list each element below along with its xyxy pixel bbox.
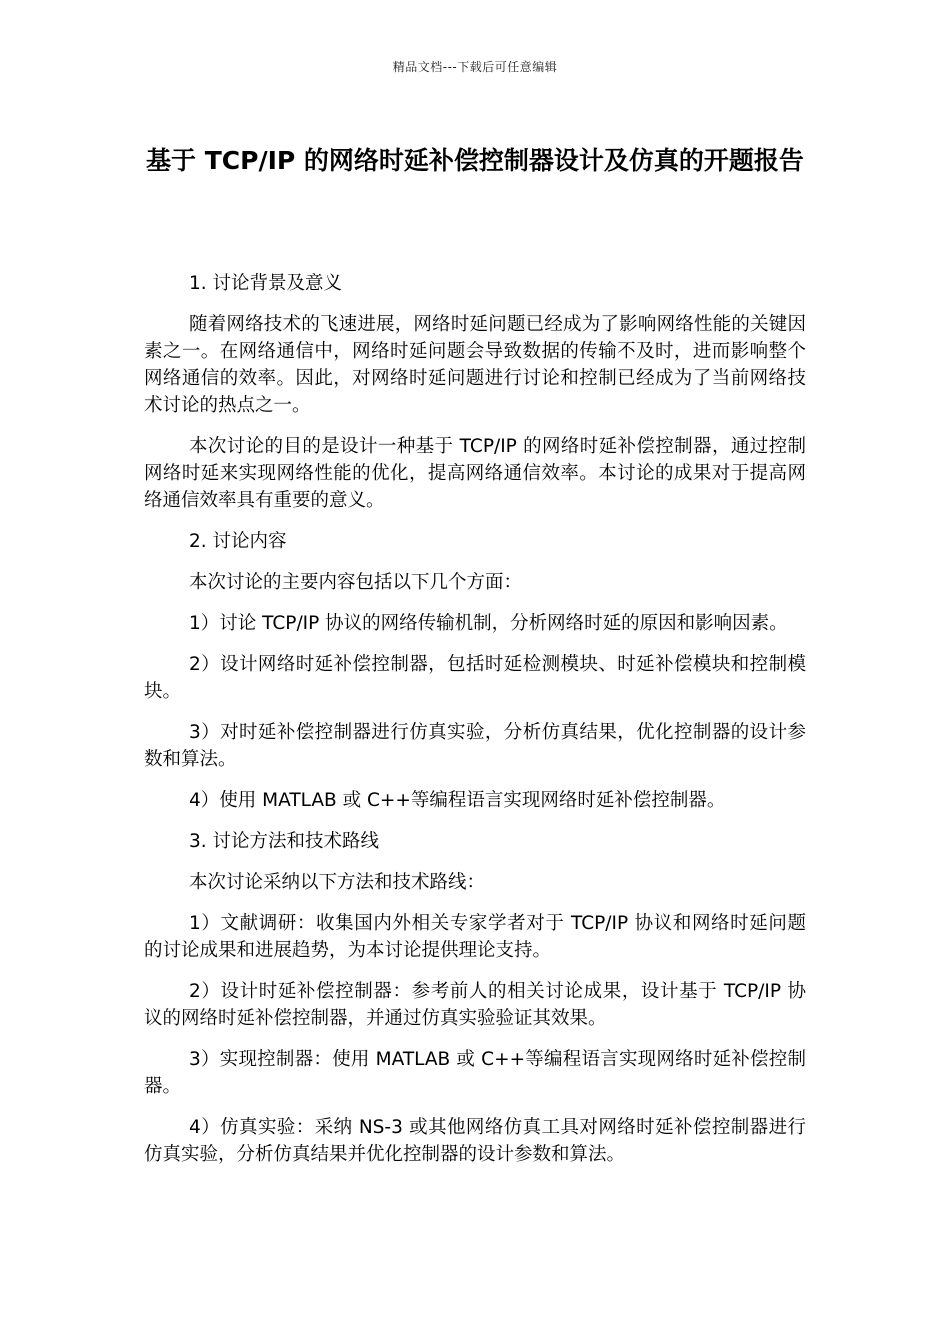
list-item: 3）对时延补偿控制器进行仿真实验，分析仿真结果，优化控制器的设计参数和算法。 [144,722,806,770]
section-heading-content: 2. 讨论内容 [189,531,287,552]
document-body [144,270,806,1182]
list-item: 2）设计时延补偿控制器：参考前人的相关讨论成果，设计基于 TCP/IP 协议的网络时延补偿控制器，并通过仿真实验验证其效果。 [144,981,806,1029]
list-item: 1）文献调研：收集国内外相关专家学者对于 TCP/IP 协议和网络时延问题的讨论成果和进展趋势，为本讨论提供理论支持。 [144,913,806,961]
list-item: 3）实现控制器：使用 MATLAB 或 C++等编程语言实现网络时延补偿控制器。 [144,1049,806,1097]
paragraph: 随着网络技术的飞速进展，网络时延问题已经成为了影响网络性能的关键因素之一。在网络通信中，网络时延问题会导致数据的传输不及时，进而影响整个网络通信的效率。因此，对网络时延问题进行讨论和控制已经成为了当前网络技术讨论的热点之一。 [144,314,806,416]
header-note: 精品文档---下载后可任意编辑 [392,60,558,74]
list-item: 4）仿真实验：采纳 NS-3 或其他网络仿真工具对网络时延补偿控制器进行仿真实验，分析仿真结果并优化控制器的设计参数和算法。 [144,1117,806,1165]
paragraph: 本次讨论的主要内容包括以下几个方面： [189,572,523,593]
list-item: 1）讨论 TCP/IP 协议的网络传输机制，分析网络时延的原因和影响因素。 [189,613,788,634]
paragraph: 本次讨论采纳以下方法和技术路线： [189,872,486,893]
list-item: 4）使用 MATLAB 或 C++等编程语言实现网络时延补偿控制器。 [189,790,726,811]
document-title: 基于 TCP/IP 的网络时延补偿控制器设计及仿真的开题报告 [146,146,804,175]
section-heading-background: 1. 讨论背景及意义 [189,273,343,294]
paragraph: 本次讨论的目的是设计一种基于 TCP/IP 的网络时延补偿控制器，通过控制网络时延来实现网络性能的优化，提高网络通信效率。本讨论的成果对于提高网络通信效率具有重要的意义。 [144,436,806,511]
list-item: 2）设计网络时延补偿控制器，包括时延检测模块、时延补偿模块和控制模块。 [144,654,806,702]
section-heading-method: 3. 讨论方法和技术路线 [189,831,380,852]
